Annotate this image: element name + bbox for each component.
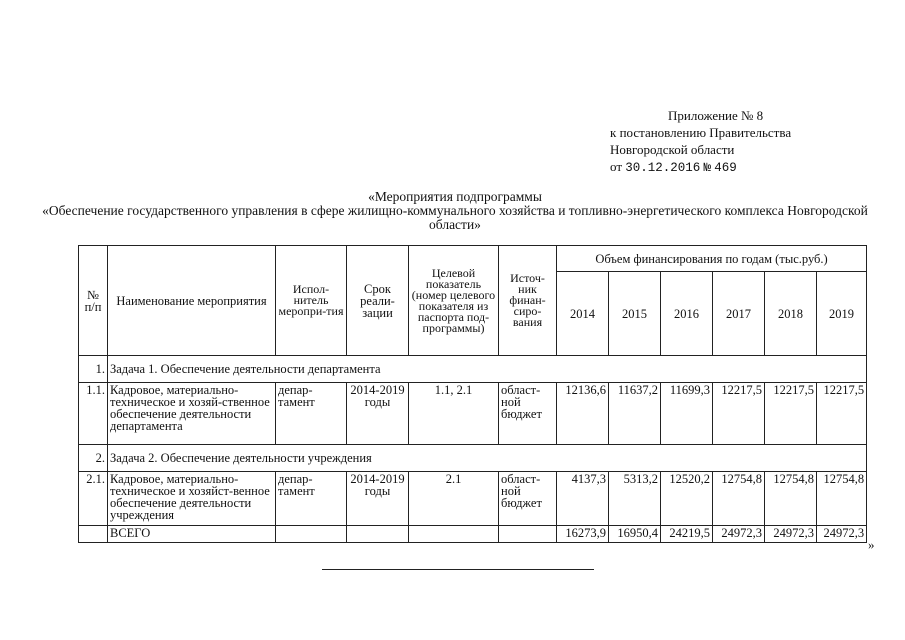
header-name: Наименование мероприятия [108,246,276,356]
row-executor: депар-тамент [276,472,347,526]
task-title: Задача 2. Обеспечение деятельности учреждения [108,445,867,472]
table-row [79,472,867,526]
row-value: 4137,3 [557,472,609,526]
header-year: 2014 [557,272,609,356]
total-value: 16273,9 [557,526,609,543]
number-value: 469 [714,161,737,175]
header-num: № п/п [79,246,108,356]
row-source: област-ной бюджет [499,472,557,526]
appendix-line-date [610,158,791,177]
total-label: ВСЕГО [108,526,276,543]
row-term: 2014-2019 годы [347,472,409,526]
closing-quote: » [868,537,875,552]
row-source: област-ной бюджет [499,383,557,445]
total-value: 24972,3 [817,526,867,543]
row-value: 12217,5 [765,383,817,445]
row-name: Кадровое, материально-техническое и хозяй-ственное обеспечение деятельности департамента [108,383,276,445]
date-value: 30.12.2016 [625,161,701,175]
header-year: 2018 [765,272,817,356]
header-target: Целевой показатель (номер целевого показателя из паспорта под-программы) [409,246,499,356]
total-value: 24972,3 [765,526,817,543]
row-executor: депар-тамент [276,383,347,445]
number-sign: № [703,161,712,175]
row-value: 11637,2 [609,383,661,445]
bottom-divider [322,569,594,570]
date-prefix: от [610,159,623,174]
total-empty-cell [499,526,557,543]
row-target: 2.1 [409,472,499,526]
task-num: 1. [79,356,108,383]
header-year: 2015 [609,272,661,356]
row-value: 12754,8 [817,472,867,526]
row-name: Кадровое, материально-техническое и хозяйст-венное обеспечение деятельности учреждения [108,472,276,526]
title-line-1: «Мероприятия подпрограммы [368,189,542,204]
row-value: 12217,5 [713,383,765,445]
row-num: 1.1. [79,383,108,445]
header-year: 2016 [661,272,713,356]
total-empty-cell [276,526,347,543]
header-year: 2019 [817,272,867,356]
total-empty-cell [79,526,108,543]
appendix-line-region: Новгородской области [610,142,735,157]
row-target: 1.1, 2.1 [409,383,499,445]
appendix-line-resolution: к постановлению Правительства [610,125,792,140]
task-title: Задача 1. Обеспечение деятельности департамента [108,356,867,383]
row-num: 2.1. [79,472,108,526]
table-row [79,383,867,445]
total-row [79,526,867,543]
header-funding: Объем финансирования по годам (тыс.руб.) [557,246,867,272]
total-value: 24219,5 [661,526,713,543]
appendix-block [610,107,791,177]
row-value: 12520,2 [661,472,713,526]
total-value: 24972,3 [713,526,765,543]
row-term: 2014-2019 годы [347,383,409,445]
row-value: 5313,2 [609,472,661,526]
total-value: 16950,4 [609,526,661,543]
appendix-title: Приложение № 8 [668,108,764,123]
measures-table [78,245,867,543]
title-line-2: «Обеспечение государственного управления в сфере жилищно-коммунального хозяйства и топливно-энергетического комплекса Новгородской области» [42,203,868,232]
header-year: 2017 [713,272,765,356]
header-executor: Испол-нитель меропри-тия [276,246,347,356]
row-value: 12217,5 [817,383,867,445]
total-empty-cell [409,526,499,543]
total-empty-cell [347,526,409,543]
row-value: 11699,3 [661,383,713,445]
row-value: 12136,6 [557,383,609,445]
document-title [40,190,870,232]
row-value: 12754,8 [713,472,765,526]
header-source: Источ-ник финан-сиро-вания [499,246,557,356]
task-num: 2. [79,445,108,472]
header-term: Срок реали-зации [347,246,409,356]
row-value: 12754,8 [765,472,817,526]
